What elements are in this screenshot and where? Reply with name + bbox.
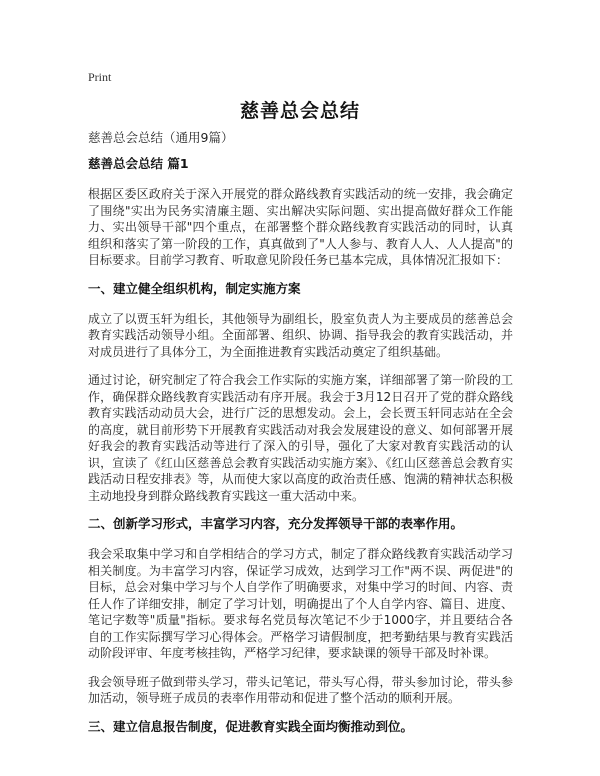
print-link[interactable]: Print	[88, 70, 112, 84]
document-body	[88, 130, 513, 749]
section-heading: 慈善总会总结 篇1	[88, 156, 189, 171]
paragraph-discussion: 通过讨论，研究制定了符合我会工作实际的实施方案，详细部署了第一阶段的工作，确保群众路线教育实践活动有序开展。我会于3月12日召开了党的群众路线教育实践活动动员大会，进行广泛的思想发动。会上，会长贾玉轩同志站在全会的高度，就目前形势下开展教育实践活动对我会发展建设的意义、如何部署开展好我会的教育实践活动等进行了深入的引导，强化了大家对教育实践活动的认识，宣读了《红山区慈善总会教育实践活动实施方案》、《红山区慈善总会教育实践活动日程安排表》等，从而使大家以高度的政治责任感、饱满的精神状态积极主动地投身到群众路线教育实践这一重大活动中来。	[88, 373, 513, 503]
paragraph-leadership-example: 我会领导班子做到带头学习，带头记笔记，带头写心得，带头参加讨论，带头参加活动，领导班子成员的表率作用带动和促进了整个活动的顺利开展。	[88, 674, 513, 705]
paragraph-study-method: 我会采取集中学习和自学相结合的学习方式，制定了群众路线教育实践活动学习相关制度。为丰富学习内容，保证学习成效，达到学习工作"两不误、两促进"的目标，总会对集中学习与个人自学作了明确要求，对集中学习的时间、内容、责任人作了详细安排，制定了学习计划，明确提出了个人自学内容、篇目、进度、笔记字数等"质量"指标。要求每名党员每次笔记不少于1000字，并且要结合各自的工作实际撰写学习心得体会。严格学习请假制度，把考勤结果与教育实践活动阶段评审、年度考核挂钩，严格学习纪律，要求缺课的领导干部及时补课。	[88, 547, 513, 660]
paragraph-leadership-group: 成立了以贾玉轩为组长，其他领导为副组长，股室负责人为主要成员的慈善总会教育实践活动领导小组。全面部署、组织、协调、指导我会的教育实践活动，并对成员进行了具体分工，为全面推进教育实践活动奠定了组织基础。	[88, 311, 513, 359]
document-subtitle: 慈善总会总结（通用9篇）	[88, 130, 234, 145]
heading-reporting: 三、建立信息报告制度，促进教育实践全面均衡推动到位。	[88, 718, 414, 734]
page-title: 慈善总会总结	[239, 100, 360, 122]
heading-learning: 二、创新学习形式，丰富学习内容，充分发挥领导干部的表率作用。	[88, 516, 464, 531]
paragraph-intro: 根据区委区政府关于深入开展党的群众路线教育实践活动的统一安排，我会确定了围绕"实出为民务实清廉主题、实出解决实际问题、实出提高做好群众工作能力、实出领导干部"四个重点，在部署整个群众路线教育实践活动的同时，认真组织和落实了第一阶段的工作，真真做到了"人人参与、教育人人、人人提高"的目标要求。目前学习教育、听取意见阶段任务已基本完成，具体情况汇报如下：	[88, 187, 513, 267]
heading-organization: 一、建立健全组织机构，制定实施方案	[88, 280, 301, 296]
